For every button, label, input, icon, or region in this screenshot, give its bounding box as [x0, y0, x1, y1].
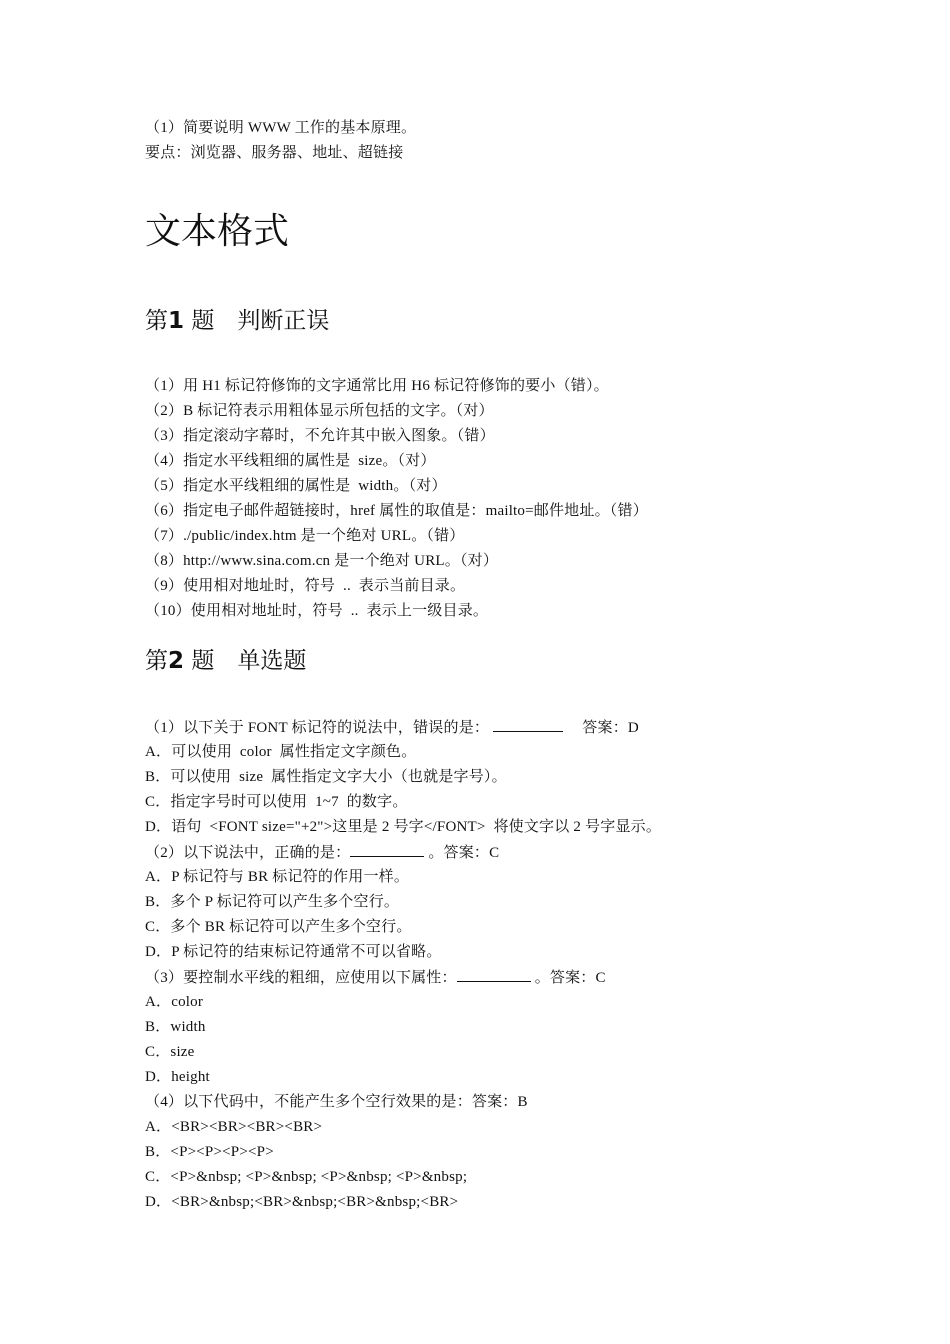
option: D．height — [145, 1069, 210, 1085]
question-1-stem: （1）以下关于 FONT 标记符的说法中，错误的是： — [145, 720, 490, 736]
option: B．<P><P><P><P> — [145, 1144, 274, 1160]
heading-t1-num: 1 — [168, 308, 185, 334]
t1-item: （10）使用相对地址时，符号 .. 表示上一级目录。 — [145, 603, 489, 619]
option: C．<P>&nbsp; <P>&nbsp; <P>&nbsp; <P>&nbsp; — [145, 1169, 468, 1185]
heading-t1-pre: 第 — [145, 308, 168, 334]
intro-question: （1）简要说明 WWW 工作的基本原理。 — [145, 120, 417, 136]
question-1-answer: 答案：D — [567, 720, 639, 736]
question-2 — [145, 842, 499, 863]
t1-item: （3）指定滚动字幕时，不允许其中嵌入图象。（错） — [145, 428, 495, 444]
section-title: 文本格式 — [145, 211, 290, 252]
answer-blank — [493, 717, 563, 732]
answer-blank — [457, 967, 531, 982]
heading-t1-post: 题 判断正误 — [191, 308, 330, 334]
question-3-stem: （3）要控制水平线的粗细，应使用以下属性： — [145, 970, 457, 986]
t1-item: （6）指定电子邮件超链接时，href 属性的取值是：mailto=邮件地址。（错） — [145, 503, 648, 519]
option: B．可以使用 size 属性指定文字大小（也就是字号）。 — [145, 769, 507, 785]
heading-t1 — [145, 306, 329, 336]
heading-t2-post: 题 单选题 — [191, 648, 307, 674]
question-4: （4）以下代码中，不能产生多个空行效果的是：答案：B — [145, 1094, 528, 1110]
option: C．size — [145, 1044, 195, 1060]
option: A．<BR><BR><BR><BR> — [145, 1119, 323, 1135]
heading-t2 — [145, 646, 306, 676]
question-3-answer: 。答案：C — [534, 970, 606, 986]
t1-item: （4）指定水平线粗细的属性是 size。（对） — [145, 453, 436, 469]
option: A．P 标记符与 BR 标记符的作用一样。 — [145, 869, 410, 885]
option: A．color — [145, 994, 204, 1010]
t1-item: （5）指定水平线粗细的属性是 width。（对） — [145, 478, 447, 494]
option: C．多个 BR 标记符可以产生多个空行。 — [145, 919, 412, 935]
t1-item: （8）http://www.sina.com.cn 是一个绝对 URL。（对） — [145, 553, 499, 569]
t1-item: （2）B 标记符表示用粗体显示所包括的文字。（对） — [145, 403, 494, 419]
t1-item: （9）使用相对地址时，符号 .. 表示当前目录。 — [145, 578, 466, 594]
option: B．多个 P 标记符可以产生多个空行。 — [145, 894, 400, 910]
t1-item: （7）./public/index.htm 是一个绝对 URL。（错） — [145, 528, 465, 544]
question-2-stem: （2）以下说法中，正确的是： — [145, 845, 351, 861]
option: D．语句 <FONT size="+2">这里是 2 号字</FONT> 将使文字以 2 号字显示。 — [145, 819, 662, 835]
option: A．可以使用 color 属性指定文字颜色。 — [145, 744, 417, 760]
option: B．width — [145, 1019, 206, 1035]
answer-blank — [350, 842, 424, 857]
t1-item: （1）用 H1 标记符修饰的文字通常比用 H6 标记符修饰的要小（错）。 — [145, 378, 609, 394]
intro-key-points: 要点：浏览器、服务器、地址、超链接 — [145, 145, 404, 161]
heading-t2-num: 2 — [168, 648, 185, 674]
question-1 — [145, 717, 639, 738]
option: C．指定字号时可以使用 1~7 的数字。 — [145, 794, 408, 810]
heading-t2-pre: 第 — [145, 648, 168, 674]
question-3 — [145, 967, 606, 988]
option: D．P 标记符的结束标记符通常不可以省略。 — [145, 944, 442, 960]
question-2-answer: 。答案：C — [428, 845, 500, 861]
option: D．<BR>&nbsp;<BR>&nbsp;<BR>&nbsp;<BR> — [145, 1194, 459, 1210]
